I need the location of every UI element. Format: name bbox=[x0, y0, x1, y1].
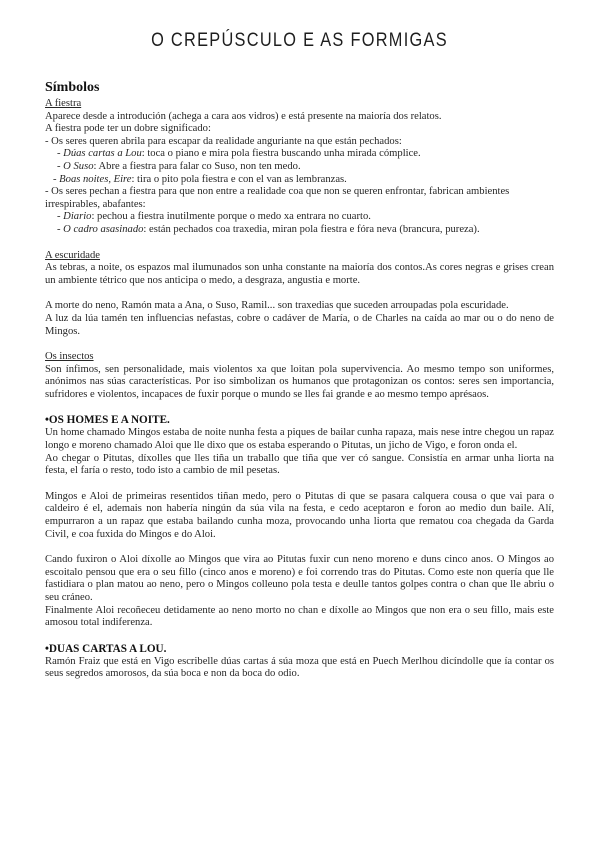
story-title: - Boas noites, Eire bbox=[53, 173, 132, 185]
spacer bbox=[45, 401, 554, 414]
list-item: - Dúas cartas a Lou: toca o piano e mira pola fiestra buscando unha mirada cómplice. bbox=[57, 148, 421, 160]
paragraph: A fiestra pode ter un dobre significado: bbox=[45, 123, 211, 135]
story-title: - O cadro asasinado bbox=[57, 223, 144, 235]
paragraph: Ramón Fraiz que está en Vigo escribelle dúas cartas á súa moza que está en Puech Merlhou dicíndolle que ía contar os seus segredos amorosos, da súa boca e non da boca do odio. bbox=[45, 655, 554, 680]
subheading-fiestra: A fiestra bbox=[45, 98, 82, 109]
paragraph: Finalmente Aloi recoñeceu detidamente ao neno morto no chan e díxolle ao Mingos que non era o seu fillo, mais este amosou total indiferenza. bbox=[45, 604, 554, 629]
spacer bbox=[45, 237, 554, 250]
subheading-insectos: Os insectos bbox=[45, 351, 94, 363]
section-heading-simbolos: Símbolos bbox=[45, 80, 100, 95]
paragraph: A luz da lúa tamén ten influencias nefastas, cobre o cadáver de María, o de Charles na caída ao mar ou o do neno de Mingos. bbox=[45, 312, 554, 337]
paragraph: A morte do neno, Ramón mata a Ana, o Suso, Ramil... son traxedias que suceden arroupadas pola escuridade. bbox=[45, 300, 509, 312]
spacer bbox=[45, 287, 554, 300]
paragraph: Son ínfimos, sen personalidade, mais violentos xa que loitan pola supervivencia. Ao mesmo tempo son uniformes, anónimos nas súas características. Por iso simbolizan os humanos que protagonizan os contos: seres sen importancia, sufridores e violentos, incapaces de fuxir porque o mundo se lles fai grande e ao mesmo tempo aprésaos. bbox=[45, 363, 554, 400]
paragraph: Mingos e Aloi de primeiras resentidos tiñan medo, pero o Pitutas di que se pasara calquera cousa o que vai para o caldeiro é el, ademais non habería ningún da súa vila na festa, e cedo aceptaron e foron ao medio dun baile. Alí, empurraron a un rapaz que estaba bailando cunha moza, provocando unha liorta que rematou coa chegada da Garda Civil, e coa fuxida do Mingos e do Aloi. bbox=[45, 490, 554, 540]
story-title: - O Suso bbox=[57, 160, 94, 172]
spacer bbox=[45, 630, 554, 643]
story-heading-cartas: •DUAS CARTAS A LOU. bbox=[45, 642, 167, 655]
list-item: - O cadro asasinado: están pechados coa traxedia, miran pola fiestra e fóra neva (brancura, pureza). bbox=[57, 223, 480, 235]
paragraph: Aparece desde a introdución (achega a cara aos vidros) e está presente na maioría dos relatos. bbox=[45, 110, 442, 122]
paragraph: Un home chamado Mingos estaba de noite nunha festa a piques de bailar cunha rapaza, mais nese intre chegou un rapaz longo e moreno chamado Aloi que lle dixo que os estaba esperando o Pitutas, un jicho de Vigo, e foron onda el. bbox=[45, 427, 554, 452]
page-title: O CREPÚSCULO E AS FORMIGAS bbox=[151, 30, 448, 51]
paragraph: - Os seres queren abrila para escapar da realidade anguriante na que están pechados: bbox=[45, 135, 402, 147]
list-item: - Diario: pechou a fiestra inutilmente porque o medo xa entrara no cuarto. bbox=[57, 211, 371, 223]
spacer bbox=[45, 541, 554, 554]
spacer bbox=[45, 478, 554, 491]
story-title: - Diario bbox=[57, 211, 92, 223]
story-title: - Dúas cartas a Lou bbox=[57, 148, 142, 160]
list-item: - Boas noites, Eire: tira o pito pola fiestra e con el van as lembranzas. bbox=[53, 173, 347, 185]
paragraph: Cando fuxiron o Aloi díxolle ao Mingos que vira ao Pitutas fuxir cun neno moreno e duns cinco anos. O Mingos ao escoitalo pensou que era o seu fillo (cinco anos e moreno) e foi correndo tras do Pitutas. Como este non quería que lle fastidiara o plan matou ao neno, pero o Mingos colleuno pola testa e deulle tantos golpes contra o chan que lle abriu o seu cráneo. bbox=[45, 554, 554, 603]
subheading-escuridade: A escuridade bbox=[45, 249, 101, 261]
paragraph: - Os seres pechan a fiestra para que non entre a realidade coa que non se queren enfrontar, fabrican ambientes irrespirables, abafantes: bbox=[45, 186, 510, 210]
paragraph: As tebras, a noite, os espazos mal ilumunados son unha constante na maioría dos contos.As cores negras e grises crean un ambiente tétrico que nos anticipa o medo, a desgraza, angustia e morte. bbox=[45, 262, 554, 286]
paragraph: Ao chegar o Pitutas, díxolles que lles tiña un traballo que tiña que ver có sangue. Consistía en armar unha liorta na festa, el faría o resto, todo isto a cambio de mil pesetas. bbox=[45, 452, 554, 477]
spacer bbox=[45, 338, 554, 351]
story-heading-homes: •OS HOMES E A NOITE. bbox=[45, 414, 170, 427]
list-item: - O Suso: Abre a fiestra para falar co Suso, non ten medo. bbox=[57, 160, 301, 172]
